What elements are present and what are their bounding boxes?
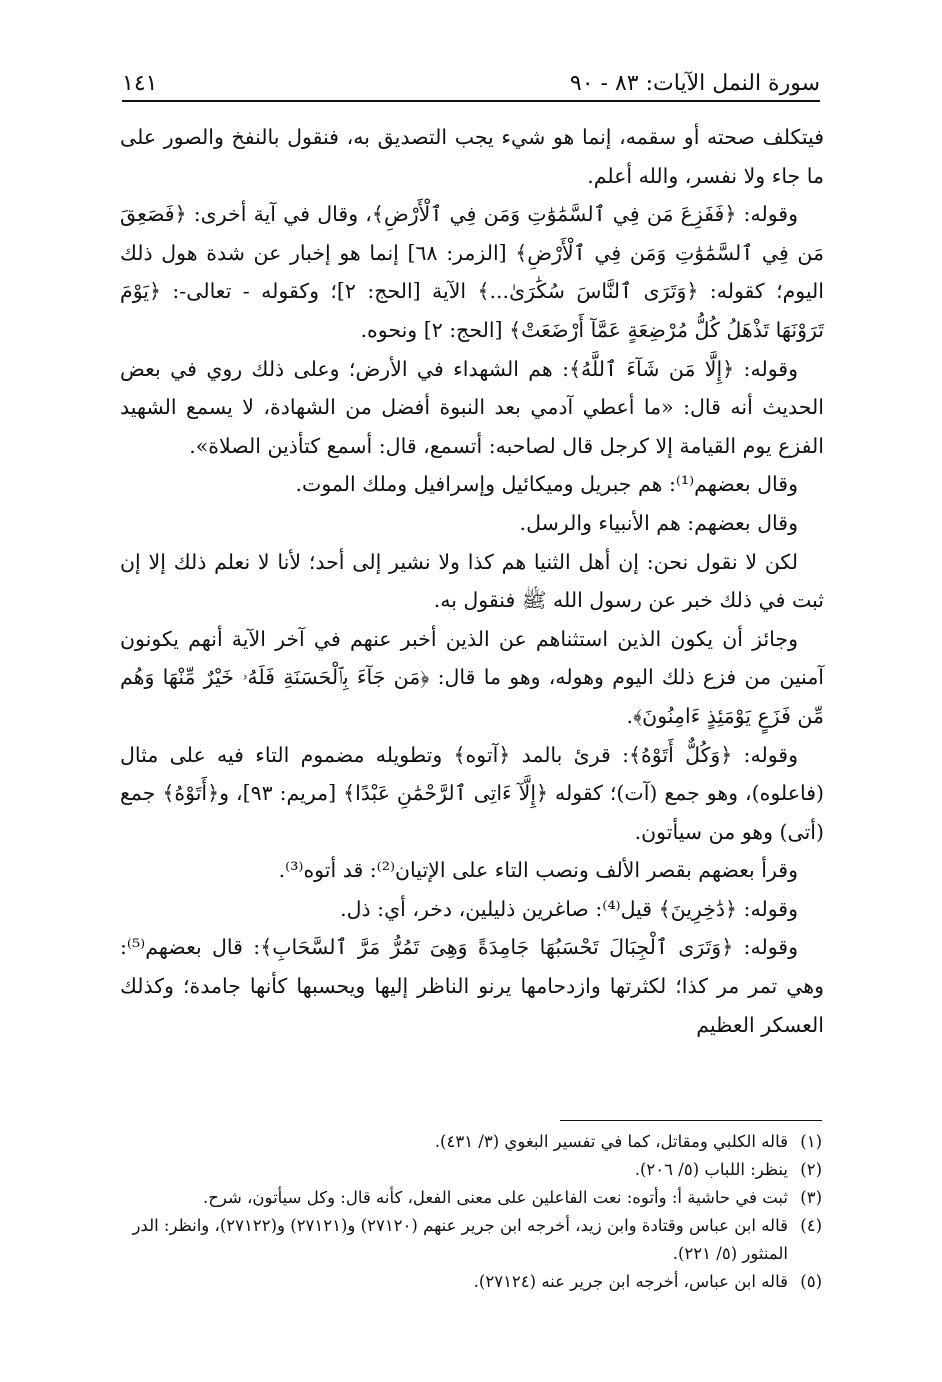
footnote-number: (١) [800,1132,822,1151]
footnote [120,1184,822,1212]
footnote-text: قاله ابن عباس، أخرجه ابن جرير عنه (٢٧١٢٤). [473,1272,788,1291]
running-header [122,58,820,102]
footnote-number: (٥) [800,1272,822,1291]
footnote-number: (٣) [800,1188,822,1207]
footnote-number: (٤) [800,1216,822,1235]
footnote [120,1128,822,1156]
footnote [120,1212,822,1268]
paragraph: وقوله: ﴿إِلَّا مَن شَآءَ ٱللَّهُ﴾: هم الشهداء في الأرض؛ وعلى ذلك روي في بعض الحديث أنه قال: «ما أعطي آدمي بعد النبوة أفضل من الشهادة، لا يسمع الشهيد الفزع يوم القيامة إلا كرجل قال لصاحبه: أتسمع، قال: أسمع كتأذين الصلاة». [120,356,824,458]
footnote-text: قاله الكلبي ومقاتل، كما في تفسير البغوي (٣/ ٤٣١). [434,1132,788,1151]
page-number: ١٤١ [122,71,158,96]
footnotes [120,1128,822,1296]
paragraph: وقوله: ﴿وَتَرَى ٱلْجِبَالَ تَحْسَبُهَا جَامِدَةً وَهِىَ تَمُرُّ مَرَّ ٱلسَّحَابِ﴾: قال بعضهم⁽⁵⁾: وهي تمر مر كذا؛ لكثرتها وازدحامها يرنو الناظر إليها ويحسبها كأنها جامدة؛ وكذلك العسكر العظيم [120,935,824,1037]
footnote [120,1268,822,1296]
header-title: سورة النمل الآيات: ٨٣ - ٩٠ [569,71,820,96]
paragraph: وقال بعضهم: هم الأنبياء والرسل. [519,510,798,535]
paragraph: وقوله: ﴿دَٰخِرِينَ﴾ قيل⁽⁴⁾: صاغرين ذليلين، دخر، أي: ذل. [340,896,798,921]
paragraph: فيتكلف صحته أو سقمه، إنما هو شيء يجب التصديق به، فنقول بالنفخ والصور على ما جاء ولا نفسر، والله أعلم. [120,125,824,188]
paragraph: وجائز أن يكون الذين استثناهم عن الذين أخبر عنهم في آخر الآية أنهم يكونون آمنين من فزع ذلك اليوم وهوله، وهو ما قال: ﴿مَن جَآءَ بِٱلْحَسَنَةِ فَلَهُۥ خَيْرٌ مِّنْهَا وَهُم مِّن فَزَعٍ يَوْمَئِذٍ ءَامِنُونَ﴾. [120,626,824,728]
paragraph: وقرأ بعضهم بقصر الألف ونصب التاء على الإتيان⁽²⁾: قد أتوه⁽³⁾. [278,858,798,883]
footnote-text: ينظر: اللباب (٥/ ٢٠٦). [634,1160,788,1179]
paragraph: وقال بعضهم⁽¹⁾: هم جبريل وميكائيل وإسرافيل وملك الموت. [295,472,798,497]
footnote-text: ثبت في حاشية أ: وأتوه: نعت الفاعلين على معنى الفعل، كأنه قال: وكل سيأتون، شرح. [203,1188,788,1207]
footnote [120,1156,822,1184]
footnote-separator [560,1120,822,1121]
paragraph: وقوله: ﴿وَكُلٌّ أَتَوْهُ﴾: قرئ بالمد ﴿آتوه﴾ وتطويله مضموم التاء فيه على مثال (فاعلوه)، وهو جمع (آت)؛ كقوله ﴿إِلَّآ ءَاتِى ٱلرَّحْمَٰنِ عَبْدًا﴾ [مريم: ٩٣]، و﴿أَتَوْهُ﴾ جمع (أتى) وهو من سيأتون. [120,742,824,844]
footnote-number: (٢) [800,1160,822,1179]
paragraph: وقوله: ﴿فَفَزِعَ مَن فِي ٱلسَّمَٰوَٰتِ وَمَن فِي ٱلْأَرْضِ﴾، وقال في آية أخرى: ﴿فَصَعِقَ مَن فِي ٱلسَّمَٰوَٰتِ وَمَن فِي ٱلْأَرْضِ﴾ [الزمر: ٦٨] إنما هو إخبار عن شدة هول ذلك اليوم؛ كقوله: ﴿وَتَرَى ٱلنَّاسَ سُكَٰرَىٰ...﴾ الآية [الحج: ٢]؛ وكقوله - تعالى-: ﴿يَوْمَ تَرَوْنَهَا تَذْهَلُ كُلُّ مُرْضِعَةٍ عَمَّآ أَرْضَعَتْ﴾ [الحج: ٢] ونحوه. [120,202,824,342]
paragraph: لكن لا نقول نحن: إن أهل الثنيا هم كذا ولا نشير إلى أحد؛ لأنا لا نعلم ذلك إلا إن ثبت في ذلك خبر عن رسول الله ﷺ فنقول به. [120,549,824,613]
footnote-text: قاله ابن عباس وقتادة وابن زيد، أخرجه ابن جرير عنهم (٢٧١٢٠) و(٢٧١٢١) و(٢٧١٢٢)، وانظر: الدر المنثور (٥/ ٢٢١). [132,1216,788,1263]
main-text [120,118,824,1044]
